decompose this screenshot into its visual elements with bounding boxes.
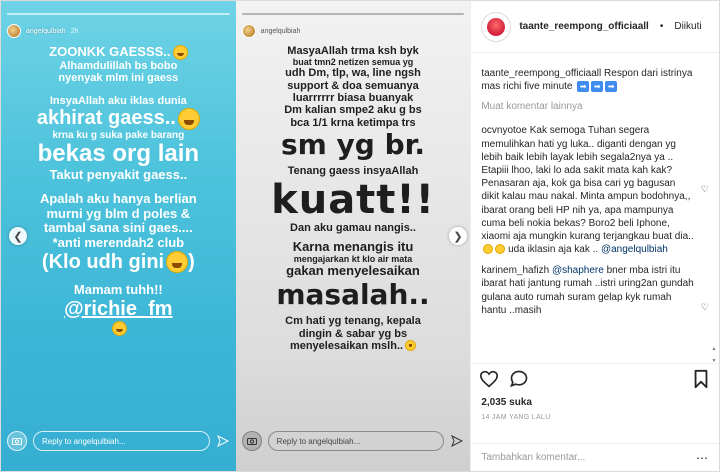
story-line: sm yg br. (280, 127, 426, 161)
comment-mention[interactable]: @angelqulbiah (600, 244, 668, 256)
send-icon (450, 434, 464, 448)
comment-username[interactable]: ocvnyotoe (481, 125, 527, 137)
comments-scrollbar[interactable] (711, 346, 717, 364)
heart-icon[interactable] (479, 369, 499, 389)
chevron-right-icon[interactable]: ❯ (449, 227, 467, 245)
heart-icon[interactable]: ♡ (700, 302, 709, 313)
story-reply-input: Reply to angelqulbiah... (33, 431, 210, 451)
load-more-comments-link[interactable]: Muat komentar lainnya (481, 101, 583, 113)
story-line: masalah.. (276, 277, 430, 311)
add-comment-bar (471, 443, 719, 471)
grimace-emoji-icon (483, 244, 493, 254)
story-line: murni yg blm d poles & (46, 205, 191, 221)
story-line-text: (Klo udh gini (41, 250, 165, 273)
arrow-right-emoji-icon: ➡ (591, 81, 603, 92)
caption-username[interactable]: taante_reempong_officiaall (481, 68, 602, 79)
more-options-icon[interactable]: ⋯ (696, 450, 709, 465)
comments-list[interactable] (471, 61, 719, 361)
comment-mention[interactable]: @shaphere (551, 265, 604, 277)
smile-emoji-icon (405, 340, 416, 351)
story-line: Takut penyakit gaess.. (49, 166, 188, 182)
story-line: Karna menangis itu (292, 238, 414, 254)
story-time: 2h (70, 27, 79, 35)
grin-emoji-icon (173, 45, 188, 60)
story-line: InsyaAllah aku iklas dunia (49, 94, 187, 107)
comment-item (481, 124, 709, 256)
story-reply-input: Reply to angelqulbiah... (268, 431, 445, 451)
grin-emoji-icon (166, 251, 188, 273)
story-avatar (7, 24, 21, 38)
story-line: bca 1/1 krna ketimpa trs (290, 116, 416, 129)
avatar[interactable] (481, 12, 511, 42)
post-timestamp[interactable]: 14 JAM YANG LALU (481, 414, 551, 421)
camera-icon (7, 431, 27, 451)
story-text-left (1, 45, 236, 338)
follow-status-button[interactable]: Diikuti (674, 21, 702, 32)
story-line: Mamam tuhh!! (73, 282, 163, 298)
story-line: *anti merendah2 club (52, 234, 185, 250)
camera-icon (242, 431, 262, 451)
smile-emoji-icon (495, 244, 505, 254)
story-line (1, 45, 236, 60)
heart-icon[interactable]: ♡ (700, 184, 709, 195)
send-icon (216, 434, 230, 448)
story-line: tambal sana sini gaes.... (43, 220, 193, 236)
comment-item (481, 264, 709, 317)
story-header (7, 23, 230, 39)
comment-text: Kak semoga Tuhan segera memulihkan hati yg luka.. diganti dengan yg lebih baik lebih layak lebih segala2nya ya .. Etapiii lhoo, laki lo ada sakit mata kah kak? Penasaran aja, kok ga bisa cari yg bagusan dikit kalau mau nakal. Minta ampun bodohnya,, ibarat orang beli HP nih ya, apa mampunya cuma beli nokia bekas? Boro2 beli Iphone, xiaomi aja mungkin kurang terjangkau buat dia.. (481, 125, 694, 242)
comment-text: bner mba istri itu ibarat hati jantung rumah ..istri uring2an gundah gulana auto rumah suram gelap kyk rumah hantu ..masih (481, 265, 694, 316)
story-line (236, 340, 471, 352)
story-line: nyenyak mlm ini gaess (58, 72, 179, 85)
story-username: angelqulbiah (260, 27, 301, 35)
story-line: dingin & sabar yg bs (298, 327, 408, 340)
post-actions (471, 363, 719, 393)
story-line: Alhamdulillah bs bobo (59, 60, 178, 73)
caption (481, 67, 709, 93)
comment-text-tail: uda iklasin aja kak .. (508, 244, 599, 256)
story-line: krna ku g suka pake barang (52, 129, 185, 141)
story-reply-bar (242, 429, 465, 453)
story-line: Dm kalian smpe2 aku g bs (284, 104, 422, 117)
story-line: Dan aku gamau nangis.. (290, 222, 416, 235)
story-line: MasyaAllah trma ksh byk (287, 45, 419, 57)
post-media[interactable] (1, 1, 470, 471)
story-header (242, 23, 465, 39)
scroll-up-icon[interactable]: ▲ (711, 346, 717, 352)
story-line: bekas org lain (37, 139, 200, 167)
bookmark-icon[interactable] (691, 369, 711, 389)
story-line-text: ZOONKK GAESSS.. (49, 44, 171, 59)
caption-text: Respon dari istrinya mas richi five minute (481, 68, 693, 93)
grin-emoji-icon (112, 321, 127, 336)
arrow-right-emoji-icon: ➡ (577, 81, 589, 92)
comment-icon[interactable] (509, 369, 529, 389)
add-comment-input[interactable] (481, 452, 681, 463)
scroll-down-icon[interactable]: ▼ (711, 358, 717, 364)
story-line: Cm hati yg tenang, kepala (285, 315, 421, 328)
story-line-text: akhirat gaess.. (36, 107, 176, 129)
likes-count[interactable]: 2,035 suka (481, 397, 532, 408)
arrow-right-emoji-icon: ➡ (605, 81, 617, 92)
story-line: gakan menyelesaikan (286, 263, 420, 279)
story-line: Apalah aku hanya berlian (39, 191, 197, 207)
story-progress-bar (242, 13, 465, 15)
header-separator: • (659, 21, 664, 32)
story-line: mengajarkan kt klo air mata (293, 254, 413, 265)
comment-username[interactable]: karinem_hafizh (481, 265, 550, 277)
story-username: angelqulbiah (26, 27, 66, 35)
grin-emoji-icon (178, 108, 200, 130)
story-line-text: menyelesaikan mslh.. (289, 339, 404, 352)
story-line: support & doa semuanya (287, 79, 419, 92)
story-line: luarrrrrr biasa buanyak (292, 92, 414, 105)
story-mention: @richie_fm (64, 297, 173, 320)
story-progress-bar (7, 13, 230, 15)
chevron-left-icon[interactable]: ❮ (9, 227, 27, 245)
story-text-right (236, 45, 471, 352)
story-avatar (242, 24, 256, 38)
post-side-panel (470, 1, 719, 471)
header-username[interactable]: taante_reempong_officiaall (519, 21, 649, 32)
post-header (471, 1, 719, 53)
story-line: udh Dm, tlp, wa, line ngsh (285, 67, 421, 80)
story-line: Tenang gaess insyaAllah (287, 165, 419, 178)
story-screenshot-left (1, 1, 236, 471)
story-line (1, 107, 236, 130)
story-screenshot-right (236, 1, 471, 471)
story-reply-bar (7, 429, 230, 453)
story-line: (Klo udh gini ) (41, 250, 195, 273)
story-line: buat tmn2 netizen semua yg (292, 57, 414, 68)
story-line: kuatt!! (271, 176, 435, 223)
